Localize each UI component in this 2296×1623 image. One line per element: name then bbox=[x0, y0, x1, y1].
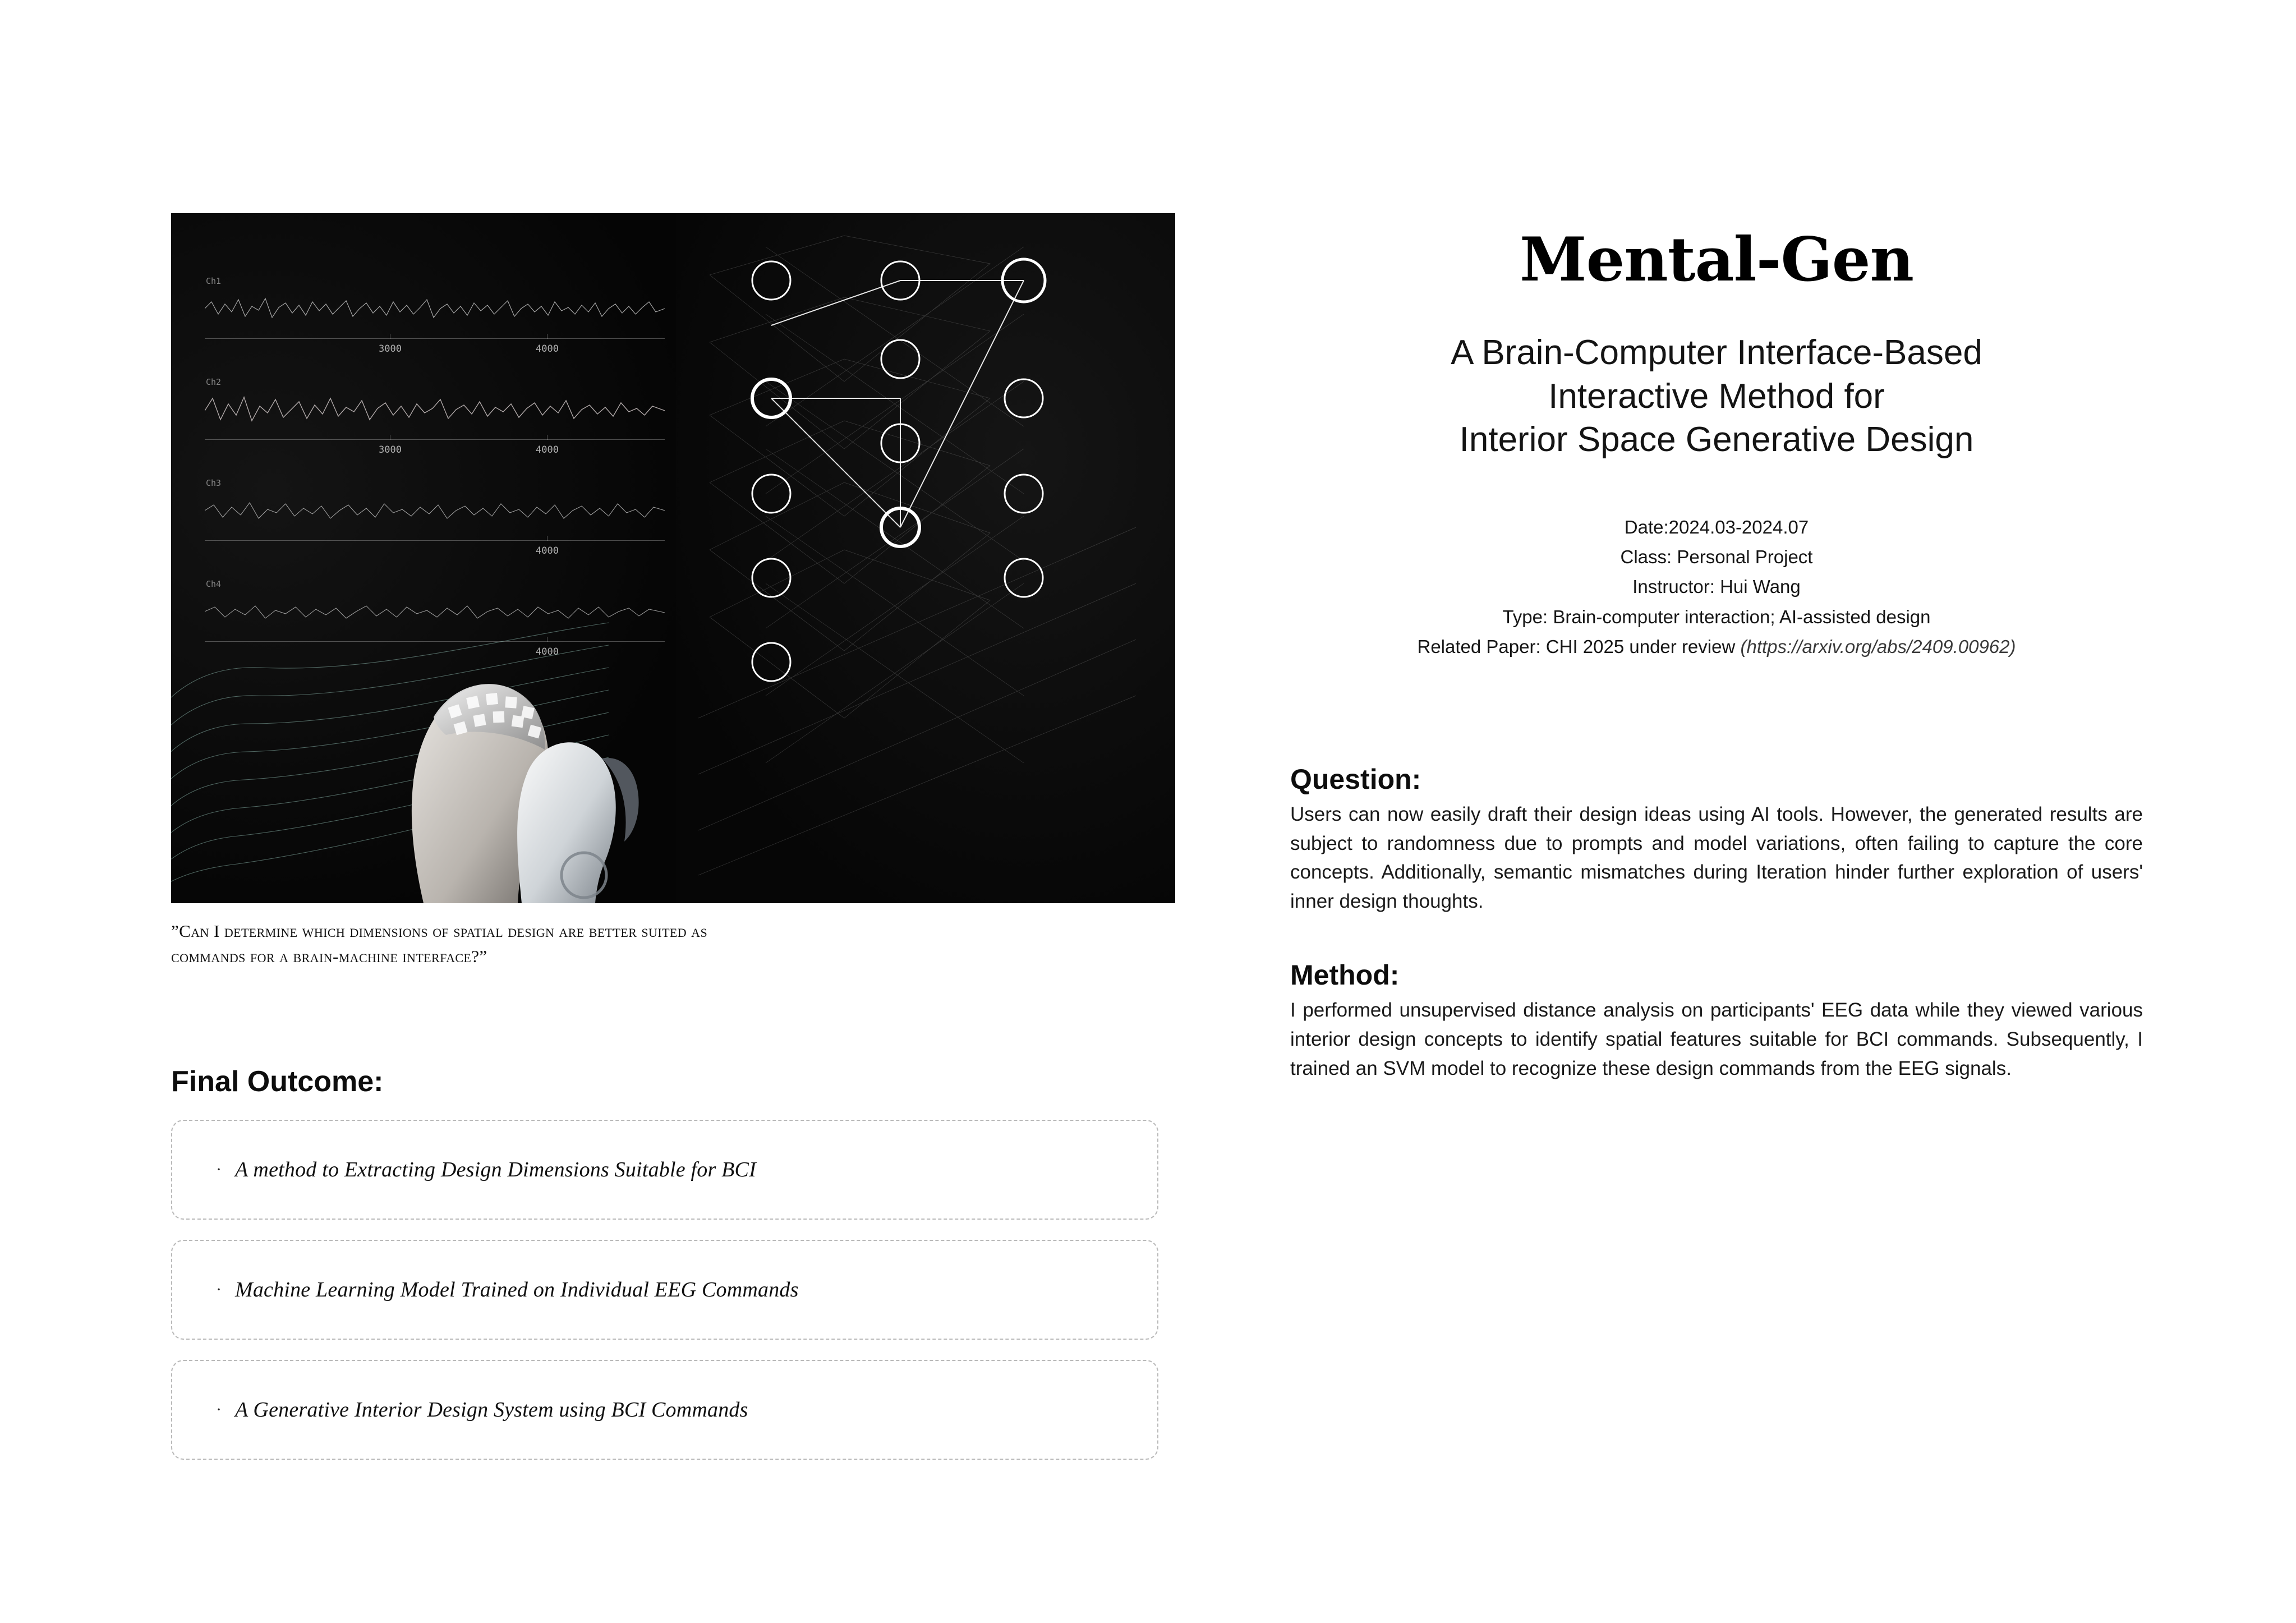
eeg-tick-label: 4000 bbox=[536, 444, 559, 456]
question-heading: Question: bbox=[1290, 763, 1421, 795]
method-body: I performed unsupervised distance analysis on participants' EEG data while they viewed various interior design concepts to identify spatial features suitable for BCI commands. Subsequently, I trained an SVM model to recognize these design commands from the EEG signals. bbox=[1290, 999, 2143, 1079]
list-item bbox=[171, 1360, 1158, 1460]
eeg-channel-row bbox=[205, 376, 665, 456]
eeg-tick-label: 3000 bbox=[379, 343, 402, 355]
eeg-channel-row bbox=[205, 275, 665, 355]
list-item-label: A method to Extracting Design Dimensions Suitable for BCI bbox=[235, 1157, 756, 1181]
page-title: Mental-Gen bbox=[1520, 224, 1913, 295]
list-item-label: Machine Learning Model Trained on Individual EEG Commands bbox=[235, 1277, 799, 1302]
meta-date: Date:2024.03-2024.07 bbox=[1624, 516, 1809, 537]
list-item bbox=[171, 1120, 1158, 1220]
project-metadata bbox=[1290, 512, 2143, 662]
eeg-channel-label: Ch1 bbox=[206, 276, 222, 286]
question-body: Users can now easily draft their design ideas using AI tools. However, the generated results are subject to randomness due to prompts and model variations, often failing to capture the core concepts. Additionally, semantic mismatches during Iteration hinder further exploration of users' inner design thoughts. bbox=[1290, 803, 2143, 913]
final-outcome-list bbox=[171, 1120, 1158, 1460]
eeg-signal-panel bbox=[171, 213, 676, 903]
related-paper-label: Related Paper: CHI 2025 under review bbox=[1417, 636, 1741, 658]
eeg-axis bbox=[205, 439, 665, 440]
eeg-axis bbox=[205, 338, 665, 339]
eeg-channel-label: Ch4 bbox=[206, 579, 222, 589]
eeg-channel-label: Ch3 bbox=[206, 478, 222, 488]
right-column bbox=[1290, 224, 2143, 1083]
robot-head-icon bbox=[468, 612, 654, 903]
neural-network-graph-icon bbox=[676, 213, 1175, 903]
eeg-tick-label: 4000 bbox=[536, 545, 559, 557]
eeg-waveform-icon bbox=[205, 494, 665, 527]
method-heading: Method: bbox=[1290, 959, 1400, 991]
final-outcome-heading: Final Outcome: bbox=[171, 1065, 384, 1098]
figure-caption bbox=[171, 919, 1158, 969]
eeg-channel-row bbox=[205, 477, 665, 557]
meta-instructor: Instructor: Hui Wang bbox=[1632, 576, 1801, 597]
subtitle-line-2: Interactive Method for bbox=[1548, 376, 1885, 416]
list-item bbox=[171, 1240, 1158, 1340]
caption-line-1: ”Can I determine which dimensions of spatial design are better suited as bbox=[171, 921, 708, 941]
caption-line-2: commands for a brain-machine interface?” bbox=[171, 946, 487, 966]
eeg-waveform-icon bbox=[205, 393, 665, 426]
subtitle-line-3: Interior Space Generative Design bbox=[1459, 420, 1974, 459]
eeg-tick-label: 4000 bbox=[536, 646, 559, 658]
bullet-icon: · bbox=[216, 1160, 222, 1179]
page-subtitle bbox=[1290, 331, 2143, 462]
related-paper-link[interactable]: (https://arxiv.org/abs/2409.00962) bbox=[1740, 636, 2016, 658]
list-item-label: A Generative Interior Design System using BCI Commands bbox=[235, 1397, 748, 1422]
eeg-channel-label: Ch2 bbox=[206, 377, 222, 387]
eeg-axis bbox=[205, 540, 665, 541]
hero-figure bbox=[171, 213, 1175, 903]
meta-class: Class: Personal Project bbox=[1620, 546, 1813, 567]
bullet-icon: · bbox=[216, 1280, 222, 1299]
eeg-waveform-icon bbox=[205, 292, 665, 325]
eeg-tick-label: 4000 bbox=[536, 343, 559, 355]
eeg-tick-label: 3000 bbox=[379, 444, 402, 456]
neural-network-panel bbox=[676, 213, 1175, 903]
meta-type: Type: Brain-computer interaction; AI-assisted design bbox=[1502, 606, 1931, 627]
meta-related-paper bbox=[1290, 632, 2143, 661]
bullet-icon: · bbox=[216, 1400, 222, 1419]
left-column bbox=[171, 213, 1175, 1480]
subtitle-line-1: A Brain-Computer Interface-Based bbox=[1451, 333, 1982, 372]
